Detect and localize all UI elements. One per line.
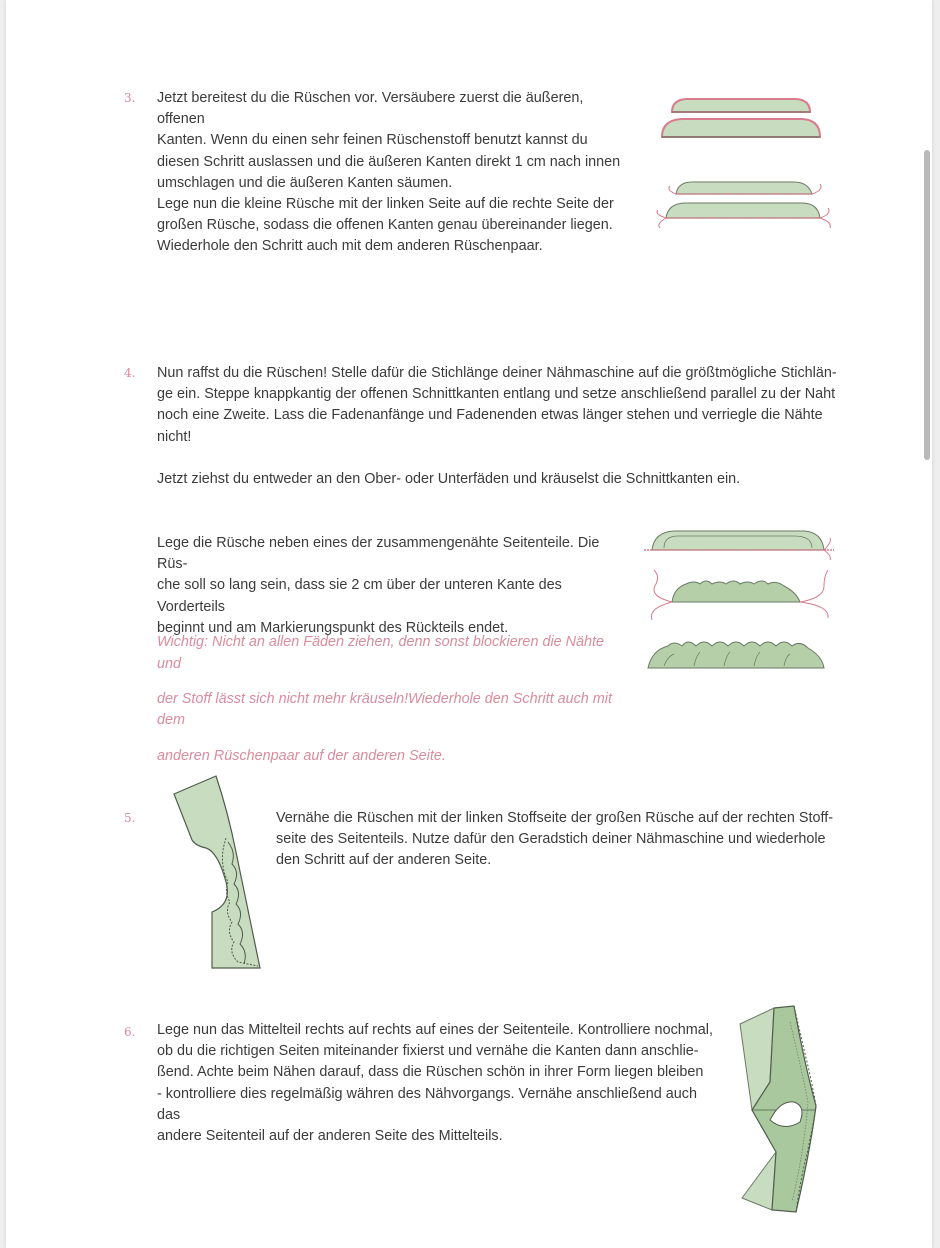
step-4-para3-line-2: che soll so lang sein, dass sie 2 cm über der unteren Kante des Vorderteils [157,577,562,615]
step-4-para3-line-3: beginnt und am Markierungspunkt des Rückteils endet. [157,619,509,636]
step-4-line-1: Nun raffst du die Rüschen! Stelle dafür die Stichlänge deiner Nähmaschine auf die größtmögliche Stichlän- [157,365,837,381]
step-4-paragraph-2 [157,469,847,490]
step-6-assembly-illustration [734,1002,824,1217]
step-4-line-2: ge ein. Steppe knappkantig der offenen Schnittkanten entlang und setze anschließend parallel zu der Naht [157,386,836,403]
step-4-note-line-1: Wichtig: Nicht an allen Fäden ziehen, denn sonst blockieren die Nähte und [157,634,605,672]
step-3-line-6: großen Rüsche, sodass die offenen Kanten genau übereinander liegen. [157,217,613,234]
step-4-important-note [157,618,627,782]
step-4-para2-line: Jetzt ziehst du entweder an den Ober- oder Unterfäden und kräuselst die Schnittkanten ein. [157,471,741,487]
step-6-number: 6. [124,1025,136,1039]
step-4-note-line-2: der Stoff lässt sich nicht mehr kräuseln!Wiederhole den Schritt auch mit dem [157,691,612,729]
step-4-line-4: nicht! [157,428,192,445]
step-6-line-5: andere Seitenteil auf der anderen Seite des Mittelteils. [157,1128,503,1145]
document-page [6,0,932,1248]
step-5-line-2: seite des Seitenteils. Nutze dafür den Geradstich deiner Nähmaschine und wiederhole [276,831,826,848]
step-3-number: 3. [124,91,136,105]
step-6-text [157,1020,717,1147]
step-3-line-4: umschlagen und die äußeren Kanten säumen. [157,174,453,191]
step-5-text [276,808,846,872]
step-6-line-4: - kontrolliere dies regelmäßig währen des Nähvorgangs. Vernähe anschließend auch das [157,1085,697,1123]
step-5-line-3: den Schritt auf der anderen Seite. [276,852,492,869]
step-3-line-1: Jetzt bereitest du die Rüschen vor. Versäubere zuerst die äußeren, offenen [157,90,584,128]
step-4-para3-line-1: Lege die Rüsche neben eines der zusammengenähte Seitenteile. Die Rüs- [157,535,600,573]
step-4-gathering-illustration [634,522,839,682]
step-3-ruffle-strips-illustration [646,90,836,240]
step-5-number: 5. [124,811,136,825]
step-5-side-panel-illustration [166,772,276,977]
step-3-line-7: Wiederhole den Schritt auch mit dem anderen Rüschenpaar. [157,238,543,255]
step-4-line-3: noch eine Zweite. Lass die Fadenanfänge und Fadenenden etwas länger stehen und verriegle die Nähte [157,407,823,424]
step-3-line-3: diesen Schritt auslassen und die äußeren Kanten direkt 1 cm nach innen [157,153,621,170]
step-3-line-2: Kanten. Wenn du einen sehr feinen Rüschenstoff benutzt kannst du [157,132,588,149]
step-6-line-1: Lege nun das Mittelteil rechts auf rechts auf eines der Seitenteile. Kontrolliere nochmal, [157,1022,713,1038]
step-4-text [157,363,847,448]
step-6-line-3: ßend. Achte beim Nähen darauf, dass die Rüschen schön in ihrer Form liegen bleiben [157,1064,704,1081]
step-5-line-1: Vernähe die Rüschen mit der linken Stoffseite der großen Rüsche auf der rechten Stoff- [276,810,834,826]
step-3-text [157,88,627,258]
step-4-note-line-3: anderen Rüschenpaar auf der anderen Seite. [157,747,446,764]
step-6-line-2: ob du die richtigen Seiten miteinander fixierst und vernähe die Kanten dann anschlie- [157,1043,699,1060]
scrollbar-thumb[interactable] [924,150,930,460]
step-4-number: 4. [124,366,136,380]
step-3-line-5: Lege nun die kleine Rüsche mit der linken Seite auf die rechte Seite der [157,196,614,213]
